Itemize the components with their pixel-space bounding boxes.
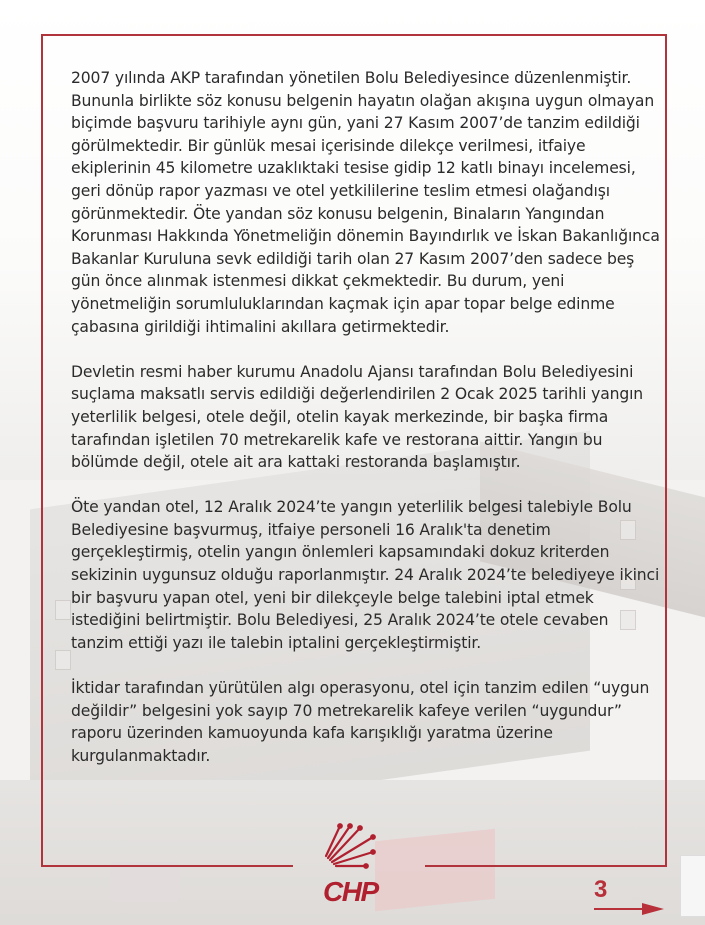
frame-border-right [665, 34, 667, 867]
background-window [55, 650, 71, 670]
document-body [71, 67, 661, 790]
frame-border-bottom-right [425, 865, 667, 867]
background-van [680, 855, 705, 917]
frame-border-left [41, 34, 43, 867]
background-window [55, 600, 71, 620]
background-car [110, 862, 180, 902]
arrow-right-icon[interactable] [592, 902, 666, 916]
paragraph: 2007 yılında AKP tarafından yönetilen Bolu Belediyesince düzenlenmiştir. Bununla birlikte söz konusu belgenin hayatın olağan akışına uygun olmayan biçimde başvuru tarihiyle aynı gün, yani 27 Kasım 2007’de tanzim edildiği görülmektedir. Bir günlük mesai içerisinde dilekçe verilmesi, itfaiye ekiplerinin 45 kilometre uzaklıktaki tesise gidip 12 katlı binayı incelemesi, geri dönüp rapor yazması ve otel yetkililerine teslim etmesi olağandışı görünmektedir. Öte yandan söz konusu belgenin, Binaların Yangından Korunması Hakkında Yönetmeliğin dönemin Bayındırlık ve İskan Bakanlığınca Bakanlar Kuruluna sevk edildiği tarih olan 27 Kasım 2007’den sadece beş gün önce alınmak istenmesi dikkat çekmektedir. Bu durum, yeni yönetmeliğin sorumluluklarından kaçmak için apar topar belge edinme çabasına girildiği ihtimalini akıllara getirmektedir. [71, 69, 660, 336]
paragraph: İktidar tarafından yürütülen algı operasyonu, otel için tanzim edilen “uygun değildir” belgesini yok sayıp 70 metrekarelik kafeye verilen “uygundur” raporu üzerinden kamuoyunda kafa karışıklığı yaratma üzerine kurgulanmaktadır. [71, 679, 650, 765]
frame-border-top [41, 34, 667, 36]
six-arrows-icon [318, 822, 408, 874]
page-number: 3 [594, 876, 608, 903]
paragraph: Öte yandan otel, 12 Aralık 2024’te yangın yeterlilik belgesi talebiyle Bolu Belediyesine başvurmuş, itfaiye personeli 16 Aralık'ta denetim gerçekleştirmiş, otelin yangın önlemleri kapsamındaki dokuz kriterden sekizinin uygunsuz olduğu raporlanmıştır. 24 Aralık 2024’te belediyeye ikinci bir başvuru yapan otel, yeni bir dilekçeyle belge talebini iptal etmek istediğini belirtmiştir. Bolu Belediyesi, 25 Aralık 2024’te otele cevaben tanzim ettiği yazı ile talebin iptalini gerçekleştirmiştir. [71, 498, 660, 652]
frame-border-bottom-left [41, 865, 293, 867]
chp-logo-text: CHP [323, 876, 378, 907]
paragraph: Devletin resmi haber kurumu Anadolu Ajansı tarafından Bolu Belediyesini suçlama maksatlı servis edildiği değerlendirilen 2 Ocak 2025 tarihli yangın yeterlilik belgesi, otele değil, otelin kayak merkezinde, bir başka firma tarafından işletilen 70 metrekarelik kafe ve restorana aittir. Yangın bu bölümde değil, otele ait ara kattaki restoranda başlamıştır. [71, 362, 644, 472]
